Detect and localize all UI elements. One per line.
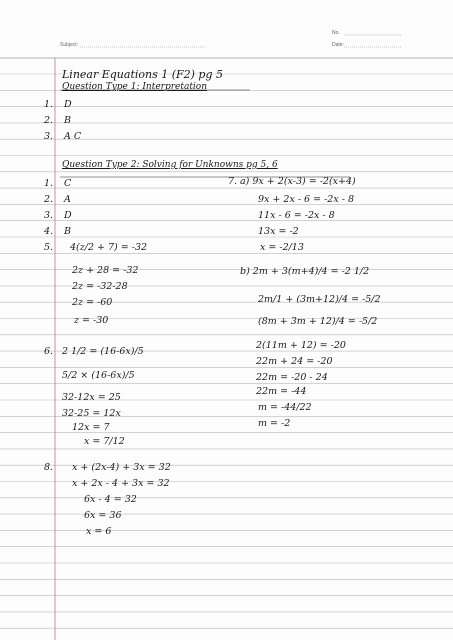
q8-line-2: x + 2x - 4 + 3x = 32 (72, 478, 170, 489)
q7a-line-4: 13x = -2 (258, 226, 299, 237)
s1-q3-answer: A C (64, 131, 82, 142)
section1-heading: Question Type 1: Interpretation (62, 82, 208, 92)
q7b-line-8: m = -44/22 (258, 402, 312, 413)
subject-label: Subject: (60, 42, 79, 48)
s2-q5-number: 5. (44, 242, 54, 253)
s2-q4-number: 4. (44, 226, 54, 237)
q5-line-2: 2z + 28 = -32 (72, 265, 139, 276)
q7b-line-1: b) 2m + 3(m+4)/4 = -2 1/2 (240, 266, 370, 277)
q5-line-5: z = -30 (74, 315, 109, 326)
q7a-line-2: 9x + 2x - 6 = -2x - 8 (258, 194, 355, 205)
q7b-line-3: (8m + 3m + 12)/4 = -5/2 (258, 316, 378, 327)
page-title: Linear Equations 1 (F2) pg 5 (62, 68, 224, 81)
s2-q1-number: 1. (44, 178, 54, 189)
q7a-line-1: a) 9x + 2(x-3) = -2(x+4) (240, 176, 356, 187)
date-label: Date: (332, 42, 344, 48)
q5-line-3: 2z = -32-28 (72, 281, 128, 292)
q7a-line-5: x = -2/13 (260, 242, 304, 253)
q6-line-5: 12x = 7 (72, 422, 110, 433)
q7b-line-7: 22m = -44 (256, 386, 307, 397)
q8-line-3: 6x - 4 = 32 (84, 494, 137, 505)
s1-q2-number: 2. (44, 115, 54, 126)
q5-line-4: 2z = -60 (72, 297, 113, 308)
q6-number: 6. (44, 346, 54, 357)
no-label: No. (332, 30, 340, 36)
s1-q3-number: 3. (44, 131, 54, 142)
q6-line-1: 2 1/2 = (16-6x)/5 (62, 346, 144, 357)
q6-line-3: 32-12x = 25 (62, 392, 121, 403)
s2-q1-answer: C (64, 178, 72, 189)
s1-q1-answer: D (64, 99, 72, 110)
q5-line-1: 4(z/2 + 7) = -32 (70, 242, 148, 253)
q7b-line-6: 22m = -20 - 24 (256, 372, 328, 383)
q7-number: 7. (228, 176, 238, 187)
s1-q2-answer: B (64, 115, 71, 126)
s1-q1-number: 1. (44, 99, 54, 110)
q8-line-4: 6x = 36 (84, 510, 122, 521)
s2-q4-answer: B (64, 226, 71, 237)
s2-q2-number: 2. (44, 194, 54, 205)
q6-line-2: 5/2 × (16-6x)/5 (62, 370, 135, 381)
s2-q3-answer: D (64, 210, 72, 221)
q7b-line-9: m = -2 (258, 418, 291, 429)
q8-number: 8. (44, 462, 54, 473)
q7b-line-5: 22m + 24 = -20 (256, 356, 333, 367)
q8-line-1: x + (2x-4) + 3x = 32 (72, 462, 171, 473)
q6-line-6: x = 7/12 (84, 436, 125, 447)
q7b-line-4: 2(11m + 12) = -20 (256, 340, 346, 351)
q6-line-4: 32-25 = 12x (62, 408, 121, 419)
s2-q3-number: 3. (44, 210, 54, 221)
q7b-line-2: 2m/1 + (3m+12)/4 = -5/2 (258, 294, 381, 305)
section2-heading: Question Type 2: Solving for Unknowns pg 5, 6 (62, 160, 278, 170)
q7a-line-3: 11x - 6 = -2x - 8 (258, 210, 335, 221)
s2-q2-answer: A (64, 194, 71, 205)
q8-line-5: x = 6 (86, 526, 112, 537)
